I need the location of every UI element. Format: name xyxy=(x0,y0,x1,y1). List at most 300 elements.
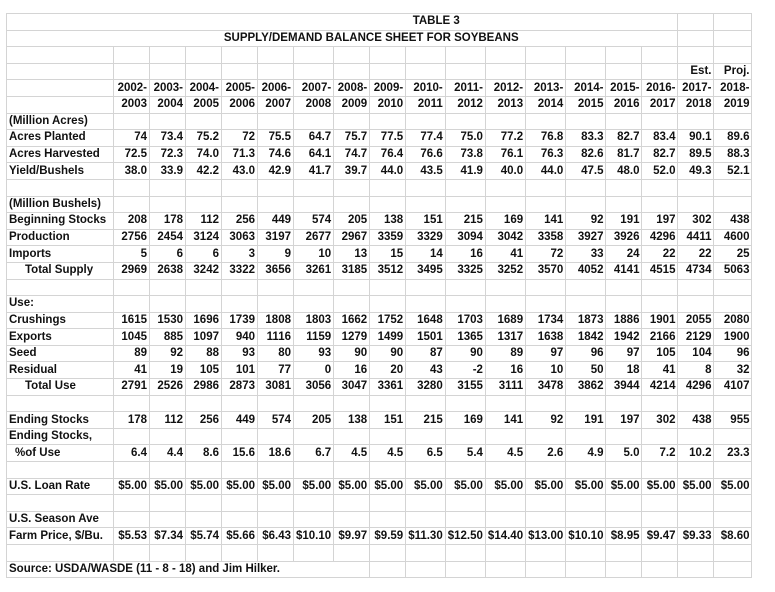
value-cell: 1530 xyxy=(150,312,186,329)
section-acres-row xyxy=(7,113,752,130)
total-use-row xyxy=(7,379,752,396)
row-label: Ending Stocks xyxy=(7,412,114,429)
value-cell: 302 xyxy=(642,412,678,429)
value-cell: 1842 xyxy=(566,329,606,346)
empty-cell xyxy=(606,495,642,512)
empty-cell xyxy=(714,47,752,64)
value-cell: 2638 xyxy=(150,262,186,279)
value-cell: 105 xyxy=(186,362,222,379)
empty-cell xyxy=(294,279,334,296)
value-cell: 302 xyxy=(678,213,714,230)
year-header: 2008- xyxy=(334,80,370,97)
empty-cell xyxy=(445,395,485,412)
label-cell xyxy=(7,462,114,479)
empty-cell xyxy=(406,545,446,562)
value-cell: 82.7 xyxy=(606,130,642,147)
value-cell: 6 xyxy=(150,246,186,263)
empty-cell xyxy=(485,296,525,313)
value-cell: 64.1 xyxy=(294,146,334,163)
empty-cell xyxy=(526,545,566,562)
empty-cell xyxy=(406,296,446,313)
value-cell: 43.5 xyxy=(406,163,446,180)
value-cell: 74.7 xyxy=(334,146,370,163)
value-cell: $5.00 xyxy=(606,478,642,495)
value-cell: 92 xyxy=(150,345,186,362)
value-cell: 72 xyxy=(526,246,566,263)
label-cell xyxy=(7,495,114,512)
empty-cell xyxy=(294,511,334,528)
header-note: Est. xyxy=(678,63,714,80)
value-cell: 90.1 xyxy=(678,130,714,147)
value-cell: 64.7 xyxy=(294,130,334,147)
empty-cell xyxy=(294,179,334,196)
empty-cell xyxy=(714,14,752,31)
empty-cell xyxy=(445,495,485,512)
value-cell: 15.6 xyxy=(222,445,258,462)
year-header: 2012 xyxy=(445,96,485,113)
row-label: Production xyxy=(7,229,114,246)
value-cell: 2166 xyxy=(642,329,678,346)
value-cell: 3261 xyxy=(294,262,334,279)
empty-cell xyxy=(186,47,222,64)
value-cell: $5.00 xyxy=(370,478,406,495)
label-cell xyxy=(7,63,114,80)
value-cell: 205 xyxy=(334,213,370,230)
value-cell: 3155 xyxy=(445,379,485,396)
empty-cell xyxy=(714,30,752,47)
value-cell: 940 xyxy=(222,329,258,346)
empty-cell xyxy=(606,462,642,479)
empty-cell xyxy=(150,179,186,196)
value-cell: $7.34 xyxy=(150,528,186,545)
header-note xyxy=(485,63,525,80)
empty-cell xyxy=(258,428,294,445)
value-cell: 6.4 xyxy=(114,445,150,462)
value-cell: 75.2 xyxy=(186,130,222,147)
empty-cell xyxy=(370,495,406,512)
farm-price-row xyxy=(7,528,752,545)
empty-cell xyxy=(334,495,370,512)
empty-cell xyxy=(186,428,222,445)
year-header: 2016- xyxy=(642,80,678,97)
empty-cell xyxy=(186,545,222,562)
empty-cell xyxy=(222,495,258,512)
value-cell: 18 xyxy=(606,362,642,379)
empty-cell xyxy=(114,47,150,64)
empty-cell xyxy=(114,462,150,479)
empty-cell xyxy=(258,462,294,479)
empty-cell xyxy=(334,462,370,479)
empty-cell xyxy=(334,279,370,296)
value-cell: $5.53 xyxy=(114,528,150,545)
value-cell: 141 xyxy=(526,213,566,230)
empty-cell xyxy=(566,462,606,479)
section-use-row xyxy=(7,296,752,313)
empty-cell xyxy=(150,113,186,130)
header-note xyxy=(294,63,334,80)
value-cell: 77.4 xyxy=(406,130,446,147)
empty-cell xyxy=(445,196,485,213)
empty-cell xyxy=(294,495,334,512)
value-cell: 89.5 xyxy=(678,146,714,163)
value-cell: 74 xyxy=(114,130,150,147)
value-cell: 14 xyxy=(406,246,446,263)
header-note xyxy=(566,63,606,80)
empty-cell xyxy=(485,196,525,213)
value-cell: $6.43 xyxy=(258,528,294,545)
production-row xyxy=(7,229,752,246)
header-note xyxy=(445,63,485,80)
empty-cell xyxy=(678,495,714,512)
empty-cell xyxy=(606,279,642,296)
value-cell: 41 xyxy=(642,362,678,379)
row-label: Acres Planted xyxy=(7,130,114,147)
farm-price-label-row xyxy=(7,511,752,528)
value-cell: $10.10 xyxy=(566,528,606,545)
empty-cell xyxy=(186,196,222,213)
empty-cell xyxy=(150,395,186,412)
year-header: 2004- xyxy=(186,80,222,97)
ending-pct-row xyxy=(7,445,752,462)
empty-cell xyxy=(445,279,485,296)
value-cell: 77.5 xyxy=(370,130,406,147)
empty-cell xyxy=(294,462,334,479)
empty-cell xyxy=(566,179,606,196)
value-cell: 16 xyxy=(485,362,525,379)
empty-cell xyxy=(186,395,222,412)
value-cell: 3359 xyxy=(370,229,406,246)
empty-cell xyxy=(566,545,606,562)
empty-cell xyxy=(258,495,294,512)
empty-cell xyxy=(566,495,606,512)
empty-cell xyxy=(642,296,678,313)
value-cell: 76.6 xyxy=(406,146,446,163)
row-label: Acres Harvested xyxy=(7,146,114,163)
value-cell: 1045 xyxy=(114,329,150,346)
value-cell: 52.1 xyxy=(714,163,752,180)
year-header: 2007 xyxy=(258,96,294,113)
value-cell: 4600 xyxy=(714,229,752,246)
value-cell: 138 xyxy=(370,213,406,230)
value-cell: 1900 xyxy=(714,329,752,346)
value-cell: 3862 xyxy=(566,379,606,396)
label-cell xyxy=(7,179,114,196)
value-cell: 2967 xyxy=(334,229,370,246)
value-cell: 22 xyxy=(678,246,714,263)
value-cell: 4.5 xyxy=(334,445,370,462)
empty-cell xyxy=(526,279,566,296)
row-label: U.S. Season Ave xyxy=(7,511,114,528)
year-header: 2007- xyxy=(294,80,334,97)
empty-cell xyxy=(642,545,678,562)
value-cell: 6.7 xyxy=(294,445,334,462)
empty-cell xyxy=(370,462,406,479)
empty-cell xyxy=(526,428,566,445)
empty-cell xyxy=(370,395,406,412)
label-cell xyxy=(7,279,114,296)
year-header: 2013- xyxy=(526,80,566,97)
empty-cell xyxy=(150,511,186,528)
header-note: Proj. xyxy=(714,63,752,80)
value-cell: 169 xyxy=(485,213,525,230)
value-cell: 2454 xyxy=(150,229,186,246)
value-cell: 3063 xyxy=(222,229,258,246)
row-label: Use: xyxy=(7,296,114,313)
empty-cell xyxy=(642,428,678,445)
empty-cell xyxy=(222,196,258,213)
empty-cell xyxy=(606,113,642,130)
empty-cell xyxy=(606,179,642,196)
row-label: Residual xyxy=(7,362,114,379)
value-cell: 71.3 xyxy=(222,146,258,163)
value-cell: 1317 xyxy=(485,329,525,346)
empty-cell xyxy=(485,179,525,196)
year-header: 2003- xyxy=(150,80,186,97)
value-cell: 44.0 xyxy=(370,163,406,180)
empty-cell xyxy=(114,511,150,528)
value-cell: 8 xyxy=(678,362,714,379)
value-cell: 6 xyxy=(186,246,222,263)
value-cell: 3252 xyxy=(485,262,525,279)
value-cell: 2526 xyxy=(150,379,186,396)
value-cell: 449 xyxy=(222,412,258,429)
header-note xyxy=(370,63,406,80)
empty-cell xyxy=(714,395,752,412)
year-header: 2016 xyxy=(606,96,642,113)
value-cell: 138 xyxy=(334,412,370,429)
value-cell: 4107 xyxy=(714,379,752,396)
value-cell: 215 xyxy=(406,412,446,429)
empty-cell xyxy=(406,47,446,64)
acres-harvested-row xyxy=(7,146,752,163)
empty-cell xyxy=(526,47,566,64)
value-cell: 75.5 xyxy=(258,130,294,147)
value-cell: 89.6 xyxy=(714,130,752,147)
subtitle-row xyxy=(7,30,752,47)
value-cell: 83.4 xyxy=(642,130,678,147)
empty-cell xyxy=(406,462,446,479)
empty-cell xyxy=(485,113,525,130)
value-cell: $5.00 xyxy=(642,478,678,495)
empty-cell xyxy=(485,47,525,64)
year-header: 2015- xyxy=(606,80,642,97)
empty-cell xyxy=(406,511,446,528)
residual-row xyxy=(7,362,752,379)
label-cell xyxy=(7,395,114,412)
year-header: 2017 xyxy=(642,96,678,113)
value-cell: 1942 xyxy=(606,329,642,346)
blank-row xyxy=(7,495,752,512)
value-cell: 3056 xyxy=(294,379,334,396)
value-cell: 1615 xyxy=(114,312,150,329)
value-cell: 73.4 xyxy=(150,130,186,147)
empty-cell xyxy=(714,511,752,528)
empty-cell xyxy=(370,279,406,296)
value-cell: 2986 xyxy=(186,379,222,396)
value-cell: 87 xyxy=(406,345,446,362)
empty-cell xyxy=(678,279,714,296)
value-cell: 3570 xyxy=(526,262,566,279)
empty-cell xyxy=(294,47,334,64)
year-header: 2009 xyxy=(334,96,370,113)
empty-cell xyxy=(606,545,642,562)
row-label: Yield/Bushels xyxy=(7,163,114,180)
value-cell: 1808 xyxy=(258,312,294,329)
value-cell: 90 xyxy=(370,345,406,362)
value-cell: 104 xyxy=(678,345,714,362)
label-cell xyxy=(7,545,114,562)
exports-row xyxy=(7,329,752,346)
empty-cell xyxy=(150,296,186,313)
acres-planted-row xyxy=(7,130,752,147)
empty-cell xyxy=(678,511,714,528)
value-cell: 18.6 xyxy=(258,445,294,462)
empty-cell xyxy=(222,462,258,479)
value-cell: 44.0 xyxy=(526,163,566,180)
empty-cell xyxy=(114,279,150,296)
value-cell: 1689 xyxy=(485,312,525,329)
empty-cell xyxy=(526,296,566,313)
value-cell: 141 xyxy=(485,412,525,429)
empty-cell xyxy=(294,428,334,445)
value-cell: 5.4 xyxy=(445,445,485,462)
header-years-bottom-row xyxy=(7,96,752,113)
year-header: 2017- xyxy=(678,80,714,97)
value-cell: 3656 xyxy=(258,262,294,279)
empty-cell xyxy=(485,545,525,562)
value-cell: $5.00 xyxy=(114,478,150,495)
value-cell: 1638 xyxy=(526,329,566,346)
empty-cell xyxy=(678,395,714,412)
value-cell: 3325 xyxy=(445,262,485,279)
empty-cell xyxy=(114,113,150,130)
empty-cell xyxy=(222,428,258,445)
year-header: 2005 xyxy=(186,96,222,113)
empty-cell xyxy=(642,47,678,64)
value-cell: 191 xyxy=(566,412,606,429)
value-cell: 3329 xyxy=(406,229,446,246)
value-cell: 1696 xyxy=(186,312,222,329)
section-bushels-row xyxy=(7,196,752,213)
value-cell: 178 xyxy=(150,213,186,230)
year-header: 2011- xyxy=(445,80,485,97)
value-cell: 1365 xyxy=(445,329,485,346)
value-cell: 90 xyxy=(445,345,485,362)
year-header: 2014- xyxy=(566,80,606,97)
value-cell: 10.2 xyxy=(678,445,714,462)
empty-cell xyxy=(606,511,642,528)
empty-cell xyxy=(150,196,186,213)
header-note xyxy=(258,63,294,80)
value-cell: 4.5 xyxy=(485,445,525,462)
empty-cell xyxy=(678,113,714,130)
empty-cell xyxy=(406,561,446,578)
blank-row xyxy=(7,47,752,64)
value-cell: 205 xyxy=(294,412,334,429)
empty-cell xyxy=(150,545,186,562)
empty-cell xyxy=(258,395,294,412)
value-cell: $5.00 xyxy=(334,478,370,495)
empty-cell xyxy=(526,395,566,412)
empty-cell xyxy=(678,545,714,562)
empty-cell xyxy=(370,47,406,64)
value-cell: 5 xyxy=(114,246,150,263)
value-cell: 3094 xyxy=(445,229,485,246)
value-cell: 23.3 xyxy=(714,445,752,462)
empty-cell xyxy=(334,179,370,196)
value-cell: 1752 xyxy=(370,312,406,329)
beginning-stocks-row xyxy=(7,213,752,230)
value-cell: 3512 xyxy=(370,262,406,279)
empty-cell xyxy=(294,545,334,562)
year-header: 2005- xyxy=(222,80,258,97)
row-label: Beginning Stocks xyxy=(7,213,114,230)
empty-cell xyxy=(678,561,714,578)
value-cell: 77.2 xyxy=(485,130,525,147)
value-cell: 169 xyxy=(445,412,485,429)
empty-cell xyxy=(566,395,606,412)
empty-cell xyxy=(642,179,678,196)
empty-cell xyxy=(258,296,294,313)
empty-cell xyxy=(370,179,406,196)
empty-cell xyxy=(370,196,406,213)
empty-cell xyxy=(714,179,752,196)
value-cell: 38.0 xyxy=(114,163,150,180)
value-cell: 3047 xyxy=(334,379,370,396)
blank-row xyxy=(7,545,752,562)
value-cell: 73.8 xyxy=(445,146,485,163)
value-cell: 4515 xyxy=(642,262,678,279)
empty-cell xyxy=(258,545,294,562)
value-cell: 191 xyxy=(606,213,642,230)
empty-cell xyxy=(714,545,752,562)
empty-cell xyxy=(642,511,678,528)
empty-cell xyxy=(222,47,258,64)
empty-cell xyxy=(370,511,406,528)
empty-cell xyxy=(678,196,714,213)
empty-cell xyxy=(678,14,714,31)
value-cell: 3927 xyxy=(566,229,606,246)
empty-cell xyxy=(714,462,752,479)
header-note xyxy=(114,63,150,80)
value-cell: 88.3 xyxy=(714,146,752,163)
empty-cell xyxy=(678,30,714,47)
empty-cell xyxy=(678,462,714,479)
empty-cell xyxy=(606,395,642,412)
value-cell: 3042 xyxy=(485,229,525,246)
empty-cell xyxy=(334,395,370,412)
row-label: Ending Stocks, xyxy=(7,428,114,445)
value-cell: 112 xyxy=(186,213,222,230)
value-cell: 4296 xyxy=(642,229,678,246)
value-cell: 0 xyxy=(294,362,334,379)
year-header: 2013 xyxy=(485,96,525,113)
year-header: 2003 xyxy=(114,96,150,113)
empty-cell xyxy=(526,179,566,196)
empty-cell xyxy=(258,196,294,213)
value-cell: 41 xyxy=(114,362,150,379)
value-cell: 3111 xyxy=(485,379,525,396)
value-cell: 77 xyxy=(258,362,294,379)
year-header: 2002- xyxy=(114,80,150,97)
empty-cell xyxy=(294,113,334,130)
value-cell: 75.7 xyxy=(334,130,370,147)
value-cell: 256 xyxy=(186,412,222,429)
value-cell: 10 xyxy=(526,362,566,379)
value-cell: 20 xyxy=(370,362,406,379)
value-cell: 76.8 xyxy=(526,130,566,147)
empty-cell xyxy=(150,279,186,296)
